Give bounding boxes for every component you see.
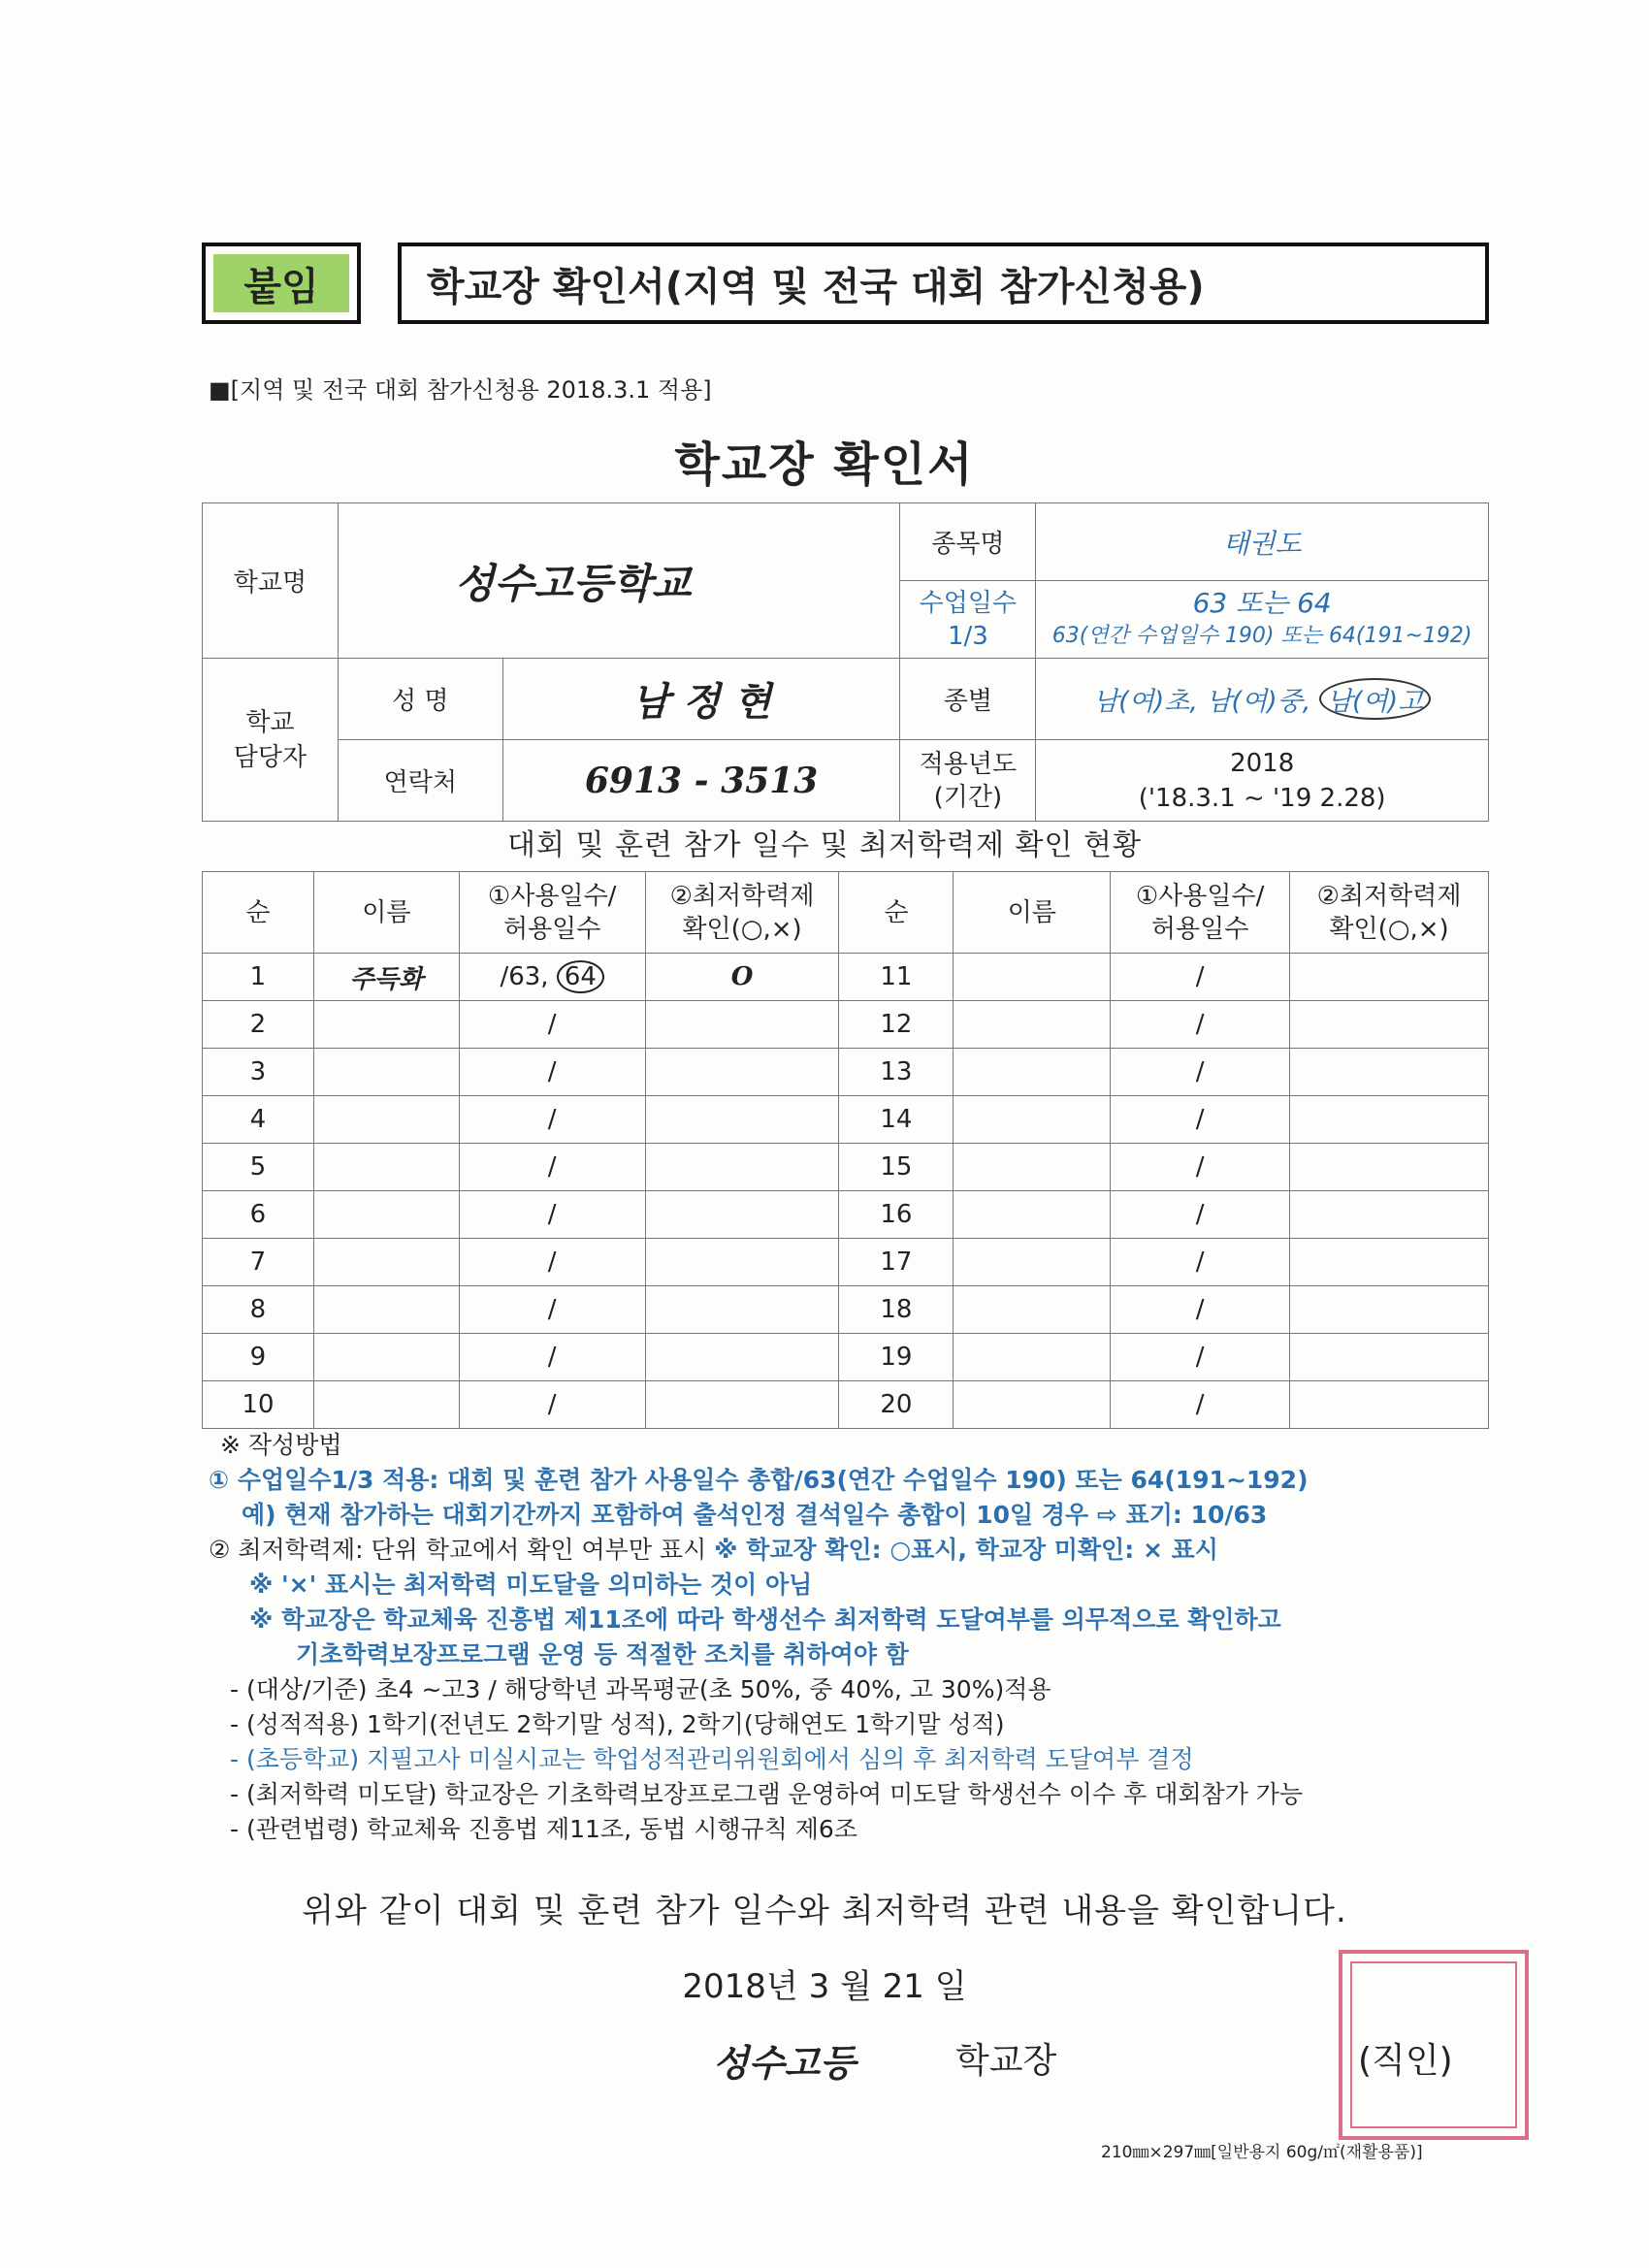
name-label: 성 명	[338, 659, 502, 740]
year-value-line1: 2018	[1230, 748, 1295, 778]
row-days	[459, 1001, 645, 1049]
col-check-header-line2: 확인(○,×)	[682, 914, 802, 944]
row-days-2-value: /	[1195, 1295, 1205, 1324]
row-check-value: O	[730, 962, 754, 991]
table-header-row	[203, 872, 1489, 954]
row-name	[313, 1239, 459, 1286]
row-name-2	[954, 1049, 1111, 1096]
row-check	[645, 1191, 839, 1239]
signature-title: 학교장	[955, 2041, 1057, 2081]
confirmation-statement: 위와 같이 대회 및 훈련 참가 일수와 최저학력 관련 내용을 확인합니다.	[302, 1892, 1347, 1930]
row-no-2	[839, 1286, 954, 1334]
signature-school: 성수고등	[713, 2041, 856, 2085]
row-no	[203, 1096, 314, 1144]
row-days-2-value: /	[1195, 1105, 1205, 1134]
row-days-2-value: /	[1195, 1200, 1205, 1229]
table-row	[203, 1381, 1489, 1429]
row-no-value: 2	[249, 1010, 267, 1039]
table-row	[203, 1001, 1489, 1049]
row-name-2	[954, 1239, 1111, 1286]
row-check-2	[1290, 1096, 1489, 1144]
row-days	[459, 1381, 645, 1429]
row-check	[645, 1096, 839, 1144]
row-no-value: 6	[249, 1200, 267, 1229]
row-check	[645, 1049, 839, 1096]
row-check	[645, 954, 839, 1001]
row-no	[203, 1001, 314, 1049]
days-value	[1036, 581, 1489, 659]
row-name	[313, 1001, 459, 1049]
row-name	[313, 1381, 459, 1429]
row-days-value: /	[547, 1010, 557, 1039]
detail-2: - (성적적용) 1학기(전년도 2학기말 성적), 2학기(당해연도 1학기말 성적)	[230, 1710, 1005, 1738]
instructions	[209, 1428, 1309, 1847]
row-days	[459, 1286, 645, 1334]
note-1b: 예) 현재 참가하는 대회기간까지 포함하여 출석인정 결석일수 총합이 10일 경우 ⇨ 표기: 10/63	[242, 1501, 1268, 1529]
year-value	[1036, 740, 1489, 822]
row-no	[203, 1381, 314, 1429]
row-days-2	[1111, 1001, 1290, 1049]
row-days-2-value: /	[1195, 962, 1205, 991]
staff-label	[203, 659, 339, 822]
year-label-line2: (기간)	[933, 782, 1003, 812]
row-no-value: 5	[249, 1152, 267, 1182]
days-label-line2: 1/3	[947, 621, 988, 651]
row-name-2	[954, 1001, 1111, 1049]
note-2a-blue: ※ 학교장 확인: ○표시, 학교장 미확인: × 표시	[714, 1536, 1218, 1564]
row-check	[645, 1286, 839, 1334]
note-2b: ※ '×' 표시는 최저학력 미도달을 의미하는 것이 아님	[249, 1571, 813, 1599]
note-2a-plain: ② 최저학력제: 단위 학교에서 확인 여부만 표시	[209, 1536, 715, 1564]
row-check	[645, 1381, 839, 1429]
row-check-2	[1290, 1381, 1489, 1429]
row-no-2	[839, 1381, 954, 1429]
table-row	[203, 1144, 1489, 1191]
row-no	[203, 1191, 314, 1239]
row-check-2	[1290, 1144, 1489, 1191]
issue-date: 2018년 3 월 21 일	[682, 1967, 967, 2006]
row-no	[203, 1049, 314, 1096]
col-check-header-2-line2: 확인(○,×)	[1329, 914, 1449, 944]
row-days-value: /	[547, 1247, 557, 1277]
row-no-2-value: 19	[880, 1343, 913, 1372]
row-days-circled: 64	[557, 960, 604, 993]
row-name	[313, 1286, 459, 1334]
contact-value: 6913 - 3513	[502, 740, 900, 822]
row-no	[203, 1239, 314, 1286]
row-no-2	[839, 1334, 954, 1381]
row-name-2	[954, 954, 1111, 1001]
staff-label-line1: 학교	[245, 707, 295, 737]
row-name-2	[954, 1096, 1111, 1144]
col-days-header-2-line1: ①사용일수/	[1135, 881, 1265, 911]
row-no-2	[839, 954, 954, 1001]
col-check-header-line1: ②최저학력제	[669, 881, 815, 911]
row-name	[313, 1049, 459, 1096]
row-check	[645, 1001, 839, 1049]
col-no-header-2: 순	[839, 872, 954, 954]
school-name: 성수고등학교	[338, 503, 900, 659]
row-days-2	[1111, 1191, 1290, 1239]
note-2a	[209, 1533, 1309, 1568]
school-label: 학교명	[203, 503, 339, 659]
row-no-2-value: 16	[880, 1200, 913, 1229]
header-title-box: 학교장 확인서(지역 및 전국 대회 참가신청용)	[398, 243, 1489, 324]
event-label: 종목명	[900, 503, 1036, 581]
row-name	[313, 1144, 459, 1191]
row-no-2-value: 11	[880, 962, 913, 991]
row-days-value: /	[547, 1390, 557, 1419]
row-days-2	[1111, 1239, 1290, 1286]
detail-4: - (최저학력 미도달) 학교장은 기초학력보장프로그램 운영하여 미도달 학생선수 이수 후 대회참가 가능	[230, 1780, 1304, 1808]
name-value: 남 정 현	[502, 659, 900, 740]
row-days-2	[1111, 1144, 1290, 1191]
row-days-2-value: /	[1195, 1057, 1205, 1086]
row-no-2-value: 17	[880, 1247, 913, 1277]
participation-table	[202, 871, 1489, 1429]
row-no	[203, 954, 314, 1001]
applicability-note: ■[지역 및 전국 대회 참가신청용 2018.3.1 적용]	[209, 376, 712, 404]
row-no-value: 7	[249, 1247, 267, 1277]
row-no-2-value: 13	[880, 1057, 913, 1086]
row-no-value: 9	[249, 1343, 267, 1372]
row-days	[459, 1239, 645, 1286]
row-check-2	[1290, 1191, 1489, 1239]
seal-label: (직인)	[1358, 2041, 1453, 2081]
row-days	[459, 1096, 645, 1144]
row-name	[313, 1191, 459, 1239]
row-days-value: /	[547, 1152, 557, 1182]
days-value-line1: 63 또는 64	[1192, 586, 1332, 619]
col-check-header-2-line1: ②최저학력제	[1316, 881, 1462, 911]
row-name-value: 주득화	[349, 964, 424, 994]
table-row	[203, 1286, 1489, 1334]
row-no-2	[839, 1144, 954, 1191]
detail-3: - (초등학교) 지필고사 미실시교는 학업성적관리위원회에서 심의 후 최저학력 도달여부 결정	[230, 1745, 1194, 1773]
row-no-2	[839, 1049, 954, 1096]
table-row	[203, 1334, 1489, 1381]
note-2d: 기초학력보장프로그램 운영 등 적절한 조치를 취하여야 함	[296, 1640, 909, 1669]
row-check	[645, 1239, 839, 1286]
row-check	[645, 1144, 839, 1191]
days-label-line1: 수업일수	[919, 588, 1018, 618]
row-check-2	[1290, 1239, 1489, 1286]
row-no-2	[839, 1239, 954, 1286]
row-days-2-value: /	[1195, 1152, 1205, 1182]
row-days-2	[1111, 1381, 1290, 1429]
col-check-header	[645, 872, 839, 954]
note-1a: ① 수업일수1/3 적용: 대회 및 훈련 참가 사용일수 총합/63(연간 수업일수 190) 또는 64(191~192)	[209, 1466, 1309, 1494]
note-2c: ※ 학교장은 학교체육 진흥법 제11조에 따라 학생선수 최저학력 도달여부를 의무적으로 확인하고	[249, 1605, 1281, 1634]
type-label: 종별	[900, 659, 1036, 740]
row-no	[203, 1334, 314, 1381]
row-no-2	[839, 1001, 954, 1049]
type-value	[1036, 659, 1489, 740]
row-days-value: /	[547, 1057, 557, 1086]
row-days-2-value: /	[1195, 1343, 1205, 1372]
row-check-2	[1290, 1334, 1489, 1381]
row-no-value: 10	[242, 1390, 275, 1419]
row-check-2	[1290, 1049, 1489, 1096]
days-label	[900, 581, 1036, 659]
type-value-plain: 남(여)초, 남(여)중,	[1093, 687, 1319, 717]
row-no	[203, 1286, 314, 1334]
row-no-value: 1	[249, 962, 267, 991]
row-days-2	[1111, 1286, 1290, 1334]
event-value: 태권도	[1036, 503, 1489, 581]
row-no-2-value: 18	[880, 1295, 913, 1324]
row-days	[459, 1144, 645, 1191]
row-check-2	[1290, 954, 1489, 1001]
staff-label-line2: 담당자	[233, 742, 307, 772]
row-check	[645, 1334, 839, 1381]
col-days-header	[459, 872, 645, 954]
row-no-value: 3	[249, 1057, 267, 1086]
row-days-value: /	[547, 1105, 557, 1134]
row-days	[459, 1049, 645, 1096]
section-title: 대회 및 훈련 참가 일수 및 최저학력제 확인 현황	[507, 828, 1142, 862]
row-days-2	[1111, 954, 1290, 1001]
row-days-2	[1111, 1096, 1290, 1144]
info-table	[202, 502, 1489, 822]
row-name-2	[954, 1191, 1111, 1239]
instructions-heading: ※ 작성방법	[220, 1431, 342, 1459]
detail-5: - (관련법령) 학교체육 진흥법 제11조, 동법 시행규칙 제6조	[230, 1815, 857, 1843]
row-days-2	[1111, 1334, 1290, 1381]
row-days-2-value: /	[1195, 1247, 1205, 1277]
row-no-2-value: 15	[880, 1152, 913, 1182]
col-days-header-line2: 허용일수	[502, 914, 601, 944]
row-no-2-value: 20	[880, 1390, 913, 1419]
attachment-tag	[202, 243, 361, 324]
paper-spec: 210㎜×297㎜[일반용지 60g/㎡(재활용품)]	[1101, 2143, 1423, 2162]
row-no-2-value: 14	[880, 1105, 913, 1134]
col-name-header: 이름	[313, 872, 459, 954]
row-name	[313, 1096, 459, 1144]
col-days-header-2	[1111, 872, 1290, 954]
table-row	[203, 954, 1489, 1001]
row-days-2-value: /	[1195, 1010, 1205, 1039]
table-row	[203, 1049, 1489, 1096]
row-no-2	[839, 1096, 954, 1144]
row-name-2	[954, 1144, 1111, 1191]
row-name	[313, 1334, 459, 1381]
type-value-circled: 남(여)고	[1319, 678, 1431, 720]
row-name-2	[954, 1381, 1111, 1429]
row-days	[459, 954, 645, 1001]
row-days	[459, 1334, 645, 1381]
row-no-2	[839, 1191, 954, 1239]
row-days	[459, 1191, 645, 1239]
row-name-2	[954, 1334, 1111, 1381]
page-title: 학교장 확인서	[674, 437, 975, 492]
table-row	[203, 1239, 1489, 1286]
days-value-line2: 63(연간 수업일수 190) 또는 64(191~192)	[1051, 623, 1472, 648]
row-days-value: /	[547, 1343, 557, 1372]
row-days-value: /	[547, 1295, 557, 1324]
row-days-value: /63,	[500, 962, 557, 991]
col-name-header-2: 이름	[954, 872, 1111, 954]
col-no-header: 순	[203, 872, 314, 954]
row-days-2	[1111, 1049, 1290, 1096]
col-days-header-2-line2: 허용일수	[1150, 914, 1249, 944]
row-check-2	[1290, 1286, 1489, 1334]
row-no-value: 8	[249, 1295, 267, 1324]
year-label	[900, 740, 1036, 822]
col-check-header-2	[1290, 872, 1489, 954]
col-days-header-line1: ①사용일수/	[487, 881, 617, 911]
row-name	[313, 954, 459, 1001]
attachment-tag-label: 붙임	[213, 254, 349, 312]
row-name-2	[954, 1286, 1111, 1334]
row-no-value: 4	[249, 1105, 267, 1134]
year-label-line1: 적용년도	[919, 749, 1018, 779]
detail-1: - (대상/기준) 초4 ~고3 / 해당학년 과목평균(초 50%, 중 40%, 고 30%)적용	[230, 1675, 1051, 1703]
table-row	[203, 1096, 1489, 1144]
row-days-value: /	[547, 1200, 557, 1229]
row-days-2-value: /	[1195, 1390, 1205, 1419]
row-no-2-value: 12	[880, 1010, 913, 1039]
row-check-2	[1290, 1001, 1489, 1049]
contact-label: 연락처	[338, 740, 502, 822]
row-no	[203, 1144, 314, 1191]
table-row	[203, 1191, 1489, 1239]
year-value-line2: ('18.3.1 ~ '19 2.28)	[1138, 783, 1386, 813]
